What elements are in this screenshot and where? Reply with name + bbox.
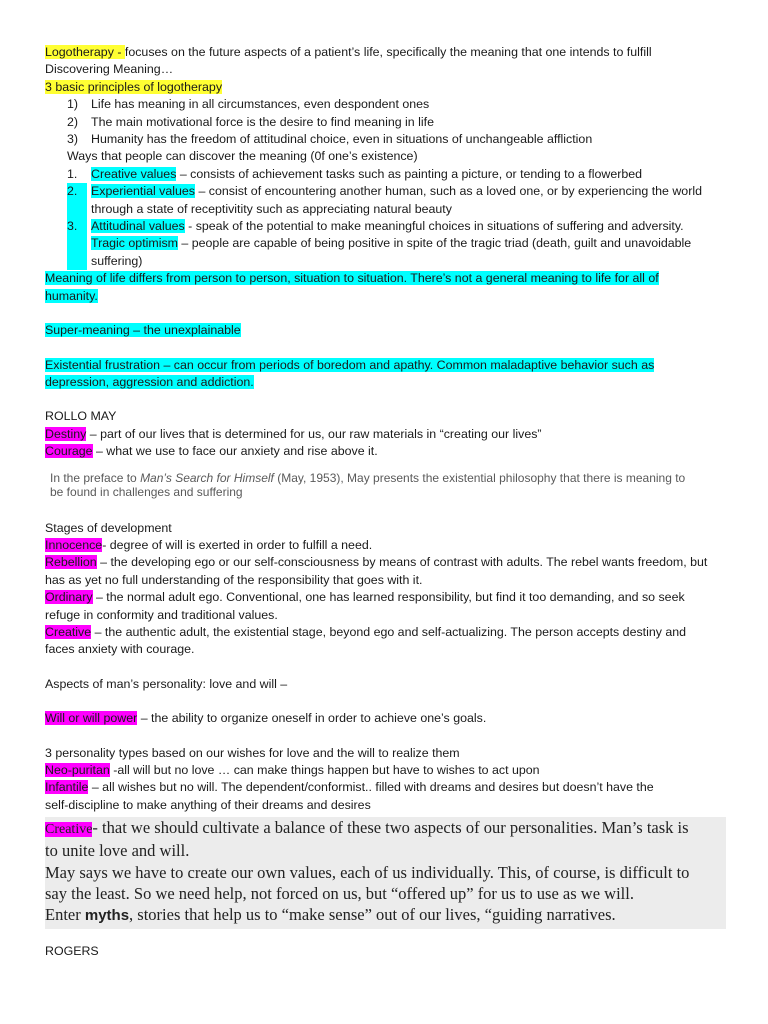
- list-item: 3. Attitudinal values - speak of the potential to make meaningful choices in situations of suffering and adversity. Tragic optimism – people are capable of being positive in spite of the tragic triad (death, guilt and unavoidable suffering): [67, 218, 722, 270]
- ways-list: [45, 166, 722, 270]
- list-item: 2. Experiential values – consist of encountering another human, such as a loved one, or by experiencing the world through a state of receptivitity such as appreciating natural beauty: [67, 183, 722, 218]
- types-heading: 3 personality types based on our wishes for love and the will to realize them: [45, 745, 460, 760]
- stage-ordinary: Ordinary – the normal adult ego. Conventional, one has learned responsibility, but find it too demanding, and so seek refuge in conformity and traditional values.: [45, 590, 685, 622]
- creative-type-term: Creative: [45, 822, 93, 838]
- logotherapy-term: Logotherapy -: [45, 45, 125, 59]
- destiny-term: Destiny: [45, 426, 87, 441]
- super-meaning: Super-meaning – the unexplainable: [45, 323, 241, 338]
- will-line: Will or will power – the ability to organize oneself in order to achieve one’s goals.: [45, 711, 487, 726]
- creative-myths-block: Creative- that we should cultivate a balance of these two aspects of our personalities. Man’s task is to unite love and will. May says we have to create our own values, each of us individually. This, of course, is difficult to say the least. So we need help, not forced on us, but “offered up” for us to use as we will. Enter myths, stories that help us to “make sense” out of our lives, “guiding narratives.: [45, 817, 726, 929]
- existential-frustration: Existential frustration – can occur from periods of boredom and apathy. Common maladaptive behavior such as depression, aggression and addiction.: [45, 357, 655, 389]
- stage-creative: Creative – the authentic adult, the existential stage, beyond ego and self-actualizing. The person accepts destiny and faces anxiety with courage.: [45, 624, 687, 657]
- list-item: 1. Creative values – consists of achievement tasks such as painting a picture, or tending to a flowerbed: [67, 166, 643, 181]
- experiential-values-term: Experiential values: [91, 184, 196, 199]
- list-item: 3) Humanity has the freedom of attitudinal choice, even in situations of unchangeable affliction: [67, 132, 593, 147]
- rollo-may-heading: ROLLO MAY: [45, 409, 117, 424]
- discovering-meaning: Discovering Meaning…: [45, 62, 174, 77]
- preface-quote: In the preface to Man’s Search for Himself (May, 1953), May presents the existential philosophy that there is meaning to be found in challenges and suffering: [50, 470, 686, 500]
- aspects-line: Aspects of man’s personality: love and will –: [45, 676, 288, 691]
- myths-term: myths: [84, 907, 130, 925]
- principles-heading: 3 basic principles of logotherapy: [45, 79, 223, 94]
- courage-line: Courage – what we use to face our anxiety and rise above it.: [45, 444, 378, 459]
- book-title: Man’s Search for Himself: [140, 470, 274, 485]
- stage-rebellion: Rebellion – the developing ego or our self-consciousness by means of contrast with adults. The rebel wants freedom, but has as yet no full understanding of the responsibility that goes with it.: [45, 555, 708, 587]
- principles-list: [45, 96, 722, 148]
- list-item: 1) Life has meaning in all circumstances, even despondent ones: [67, 97, 430, 112]
- rogers-heading: ROGERS: [45, 944, 99, 959]
- tragic-optimism-term: Tragic optimism: [91, 236, 178, 251]
- neo-puritan-line: Neo-puritan -all will but no love … can make things happen but have to wishes to act upon: [45, 763, 540, 777]
- destiny-line: Destiny – part of our lives that is determined for us, our raw materials in “creating our lives”: [45, 426, 542, 441]
- courage-term: Courage: [45, 444, 93, 459]
- list-item: 2) The main motivational force is the desire to find meaning in life: [67, 114, 434, 129]
- stage-innocence: Innocence- degree of will is exerted in order to fulfill a need.: [45, 537, 373, 552]
- meaning-of-life: Meaning of life differs from person to person, situation to situation. There’s not a general meaning to life for all of humanity.: [45, 271, 659, 303]
- will-term: Will or will power: [45, 711, 138, 726]
- ways-heading: Ways that people can discover the meaning (0f one’s existence): [67, 149, 418, 164]
- logotherapy-definition: Logotherapy - focuses on the future aspects of a patient’s life, specifically the meaning that one intends to fulfill: [45, 45, 652, 59]
- infantile-line: Infantile – all wishes but no will. The dependent/conformist.. filled with dreams and desires but doesn’t have the self-discipline to make anything of their dreams and desires: [45, 780, 654, 812]
- stages-heading: Stages of development: [45, 520, 172, 535]
- creative-values-term: Creative values: [91, 166, 177, 181]
- attitudinal-values-term: Attitudinal values: [91, 219, 185, 234]
